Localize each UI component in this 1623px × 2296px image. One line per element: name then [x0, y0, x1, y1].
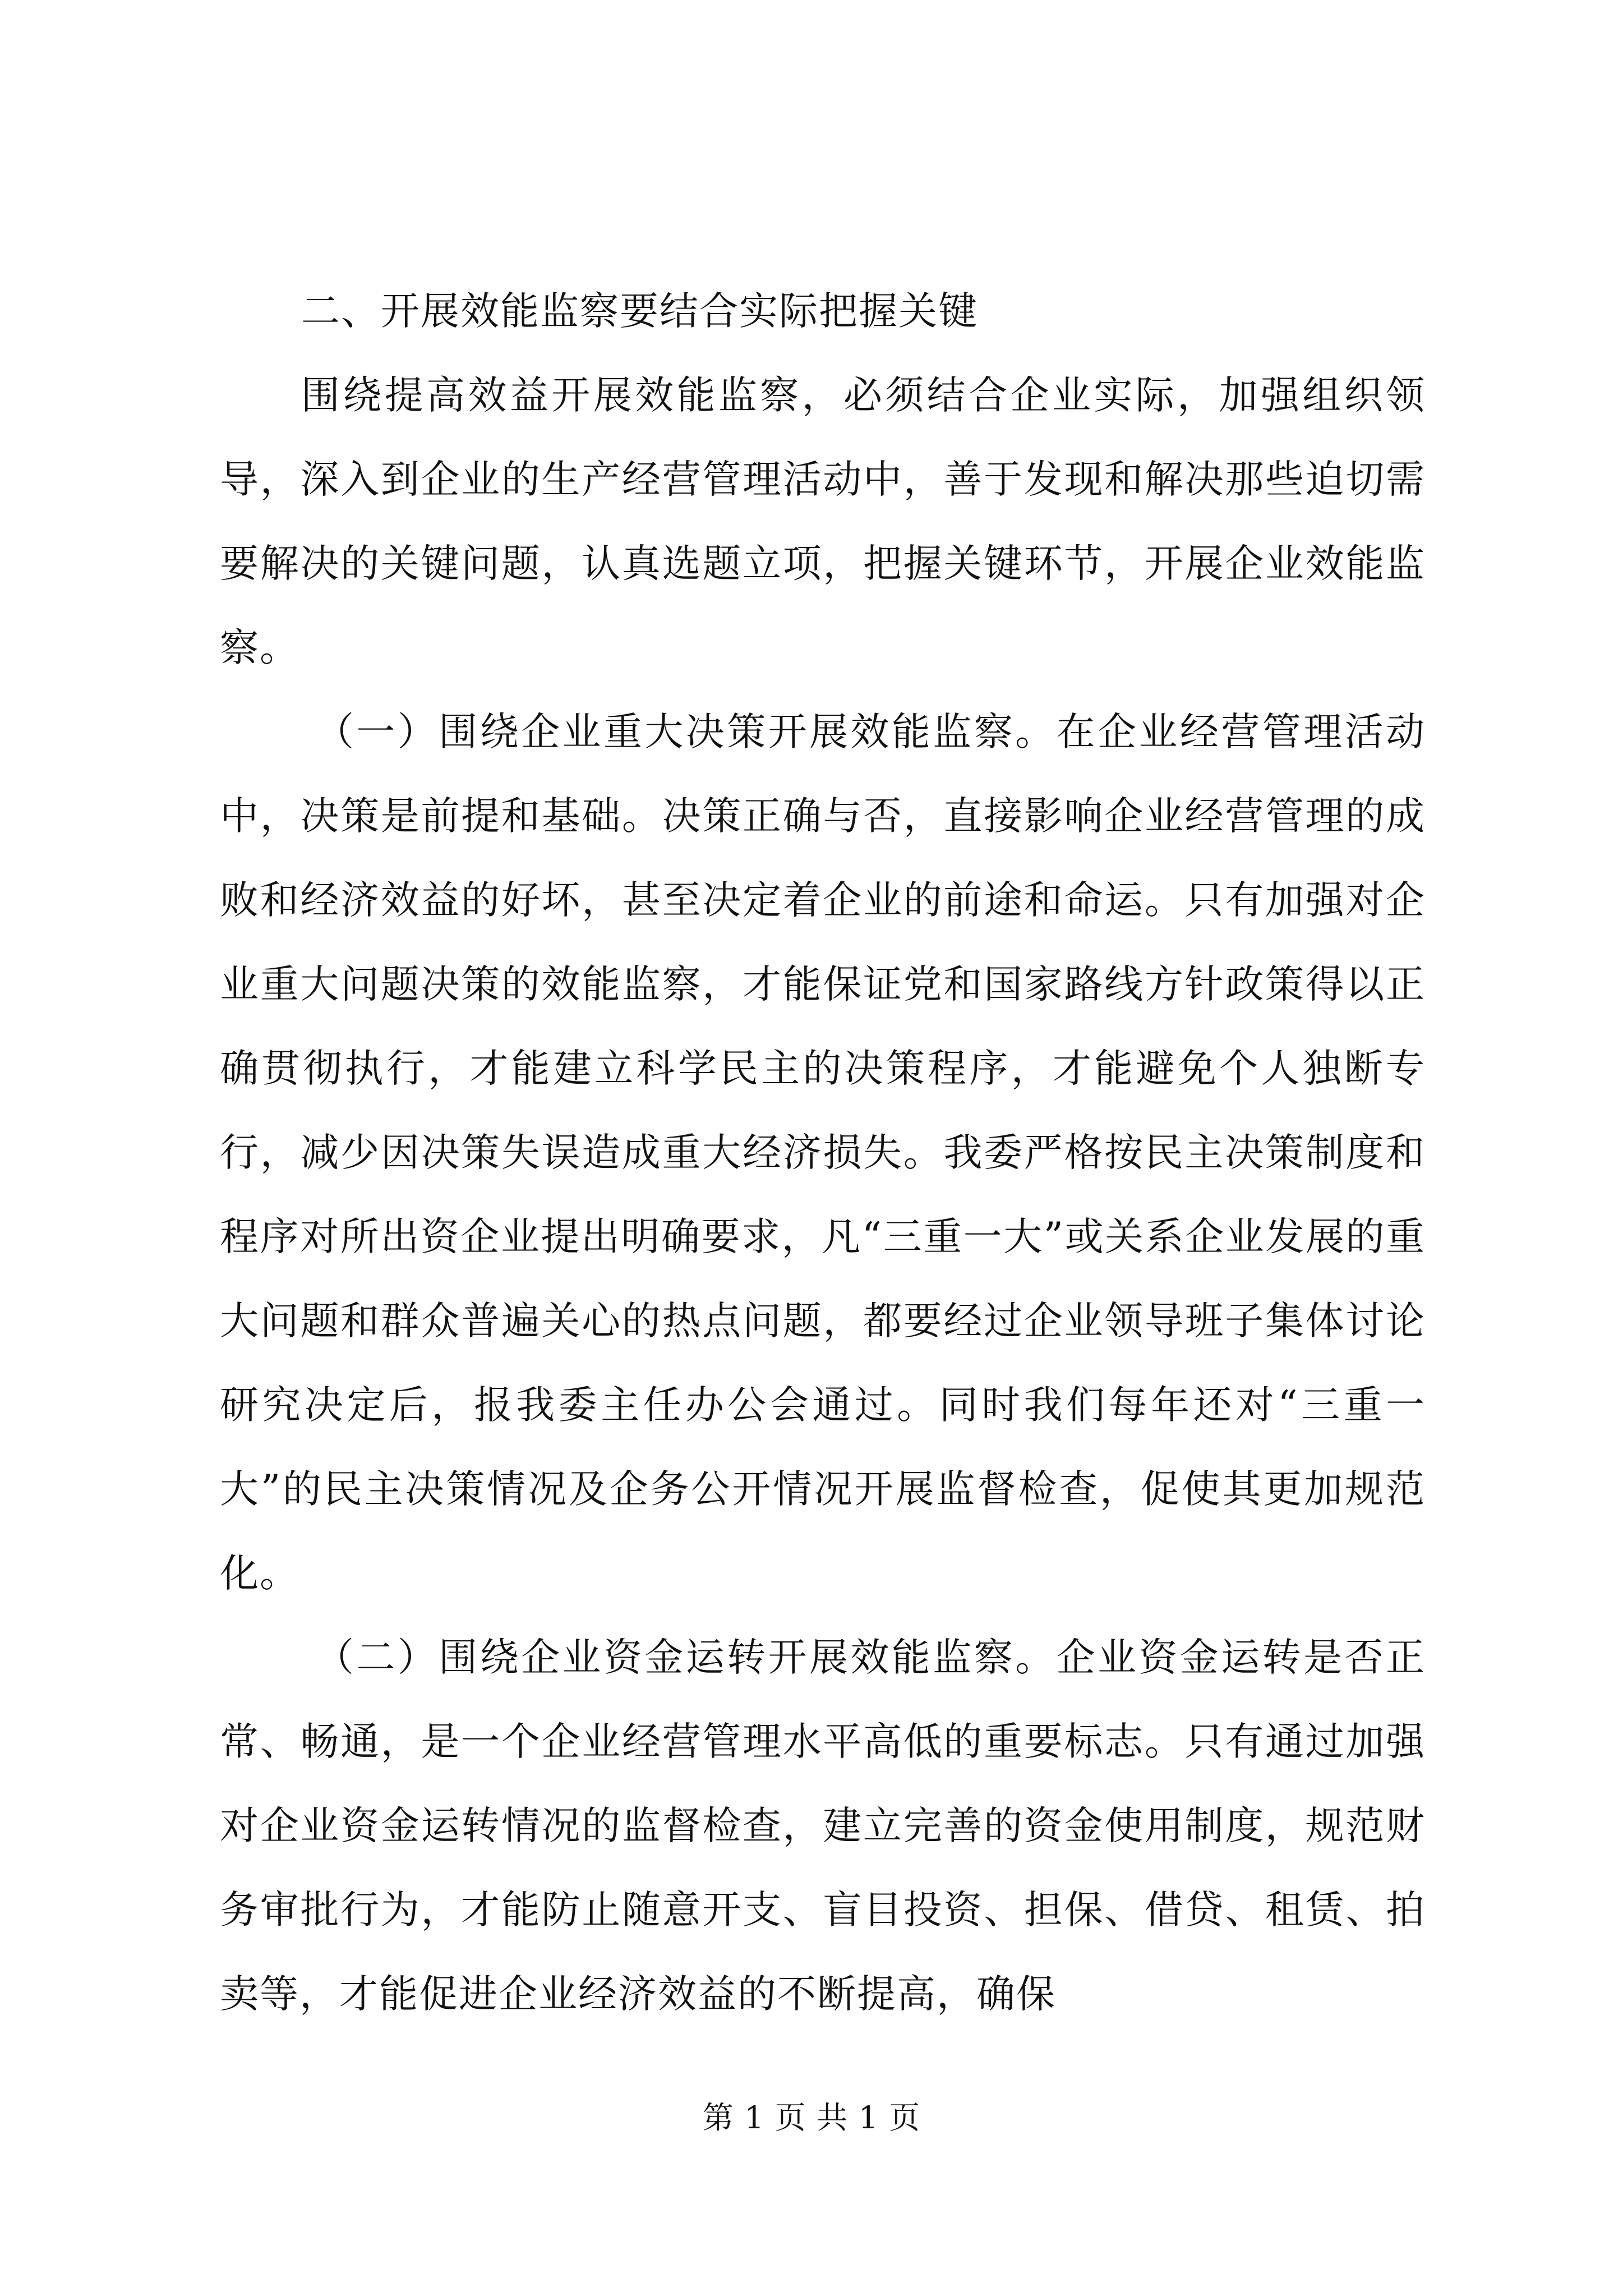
page-footer: 第 1 页 共 1 页: [702, 2100, 921, 2136]
paragraph-decision: （一）围绕企业重大决策开展效能监察。在企业经营管理活动中，决策是前提和基础。决策正确与否，直接影响企业经营管理的成败和经济效益的好坏，甚至决定着企业的前途和命运。只有加强对企业重大问题决策的效能监察，才能保证党和国家路线方针政策得以正确贯彻执行，才能建立科学民主的决策程序，才能避免个人独断专行，减少因决策失误造成重大经济损失。我委严格按民主决策制度和程序对所出资企业提出明确要求，凡“三重一大”或关系企业发展的重大问题和群众普遍关心的热点问题，都要经过企业领导班子集体讨论研究决定后，报我委主任办公会通过。同时我们每年还对“三重一大”的民主决策情况及企务公开情况开展监督检查，促使其更加规范化。: [220, 710, 1426, 1596]
paragraph-intro: 围绕提高效益开展效能监察，必须结合企业实际，加强组织领导，深入到企业的生产经营管理活动中，善于发现和解决那些迫切需要解决的关键问题，认真选题立项，把握关键环节，开展企业效能监察。: [220, 373, 1426, 670]
section-heading: 二、开展效能监察要结合实际把握关键: [301, 289, 978, 334]
document-body: [220, 269, 1426, 2036]
paragraph-funds: （二）围绕企业资金运转开展效能监察。企业资金运转是否正常、畅通，是一个企业经营管理水平高低的重要标志。只有通过加强对企业资金运转情况的监督检查，建立完善的资金使用制度，规范财务审批行为，才能防止随意开支、盲目投资、担保、借贷、租赁、拍卖等，才能促进企业经济效益的不断提高，确保: [220, 1635, 1426, 2017]
